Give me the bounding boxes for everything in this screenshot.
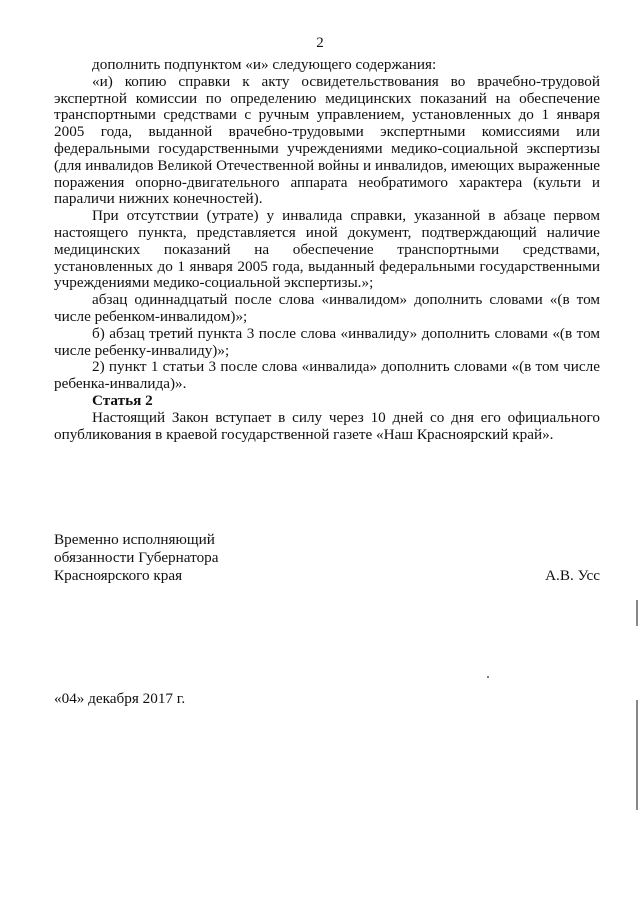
- page-number: 2: [316, 35, 324, 51]
- article-text: Настоящий Закон вступает в силу через 10 дней со дня его официального опубликования в краевой государственной газете «Наш Красноярский край».: [54, 408, 600, 443]
- paragraph-item-b: б) абзац третий пункта 3 после слова «инвалиду» дополнить словами «(в том числе ребенку-инвалиду)»;: [54, 324, 600, 359]
- signing-date: «04» декабря 2017 г.: [54, 690, 186, 707]
- signature-block: [54, 531, 600, 585]
- signatory-role-line-3: Красноярского края: [54, 567, 183, 584]
- document-body: [54, 57, 600, 443]
- scan-speck: [487, 676, 489, 678]
- paragraph-eleventh-clause: абзац одиннадцатый после слова «инвалидом» дополнить словами «(в том числе ребенком-инвалидом)»;: [54, 291, 600, 325]
- paragraph-item-2: 2) пункт 1 статьи 3 после слова «инвалида» дополнить словами «(в том числе ребенка-инвалида)».: [54, 358, 600, 393]
- scan-edge-artifact: [636, 600, 638, 626]
- paragraph-absence-of-certificate: При отсутствии (утрате) у инвалида справки, указанной в абзаце первом настоящего пункта, представляется иной документ, подтверждающий наличие медицинских показаний на обеспечение транспортными средствами, установленных до 1 января 2005 года, выданный федеральными государственными учреждениями медико-социальной экспертизы.»;: [54, 207, 600, 292]
- signatory-name: А.В. Усс: [545, 567, 600, 584]
- paragraph-intro: дополнить подпунктом «и» следующего содержания:: [92, 56, 437, 73]
- scan-edge-artifact: [636, 700, 638, 810]
- paragraph-subitem-i: «и) копию справки к акту освидетельствования во врачебно-трудовой экспертной комиссии по определению медицинских показаний на обеспечение транспортными средствами с ручным управлением, установленных до 1 января 2005 года, выданной врачебно-трудовыми экспертными комиссиями или федеральными государственными учреждениями медико-социальной экспертизы (для инвалидов Великой Отечественной войны и инвалидов, имеющих выраженные поражения опорно-двигательного аппарата необратимого характера (культи и параличи нижних конечностей).: [54, 72, 600, 208]
- signatory-role-line-1: Временно исполняющий: [54, 531, 215, 548]
- signatory-role-line-2: обязанности Губернатора: [54, 549, 219, 566]
- article-heading: Статья 2: [92, 391, 153, 409]
